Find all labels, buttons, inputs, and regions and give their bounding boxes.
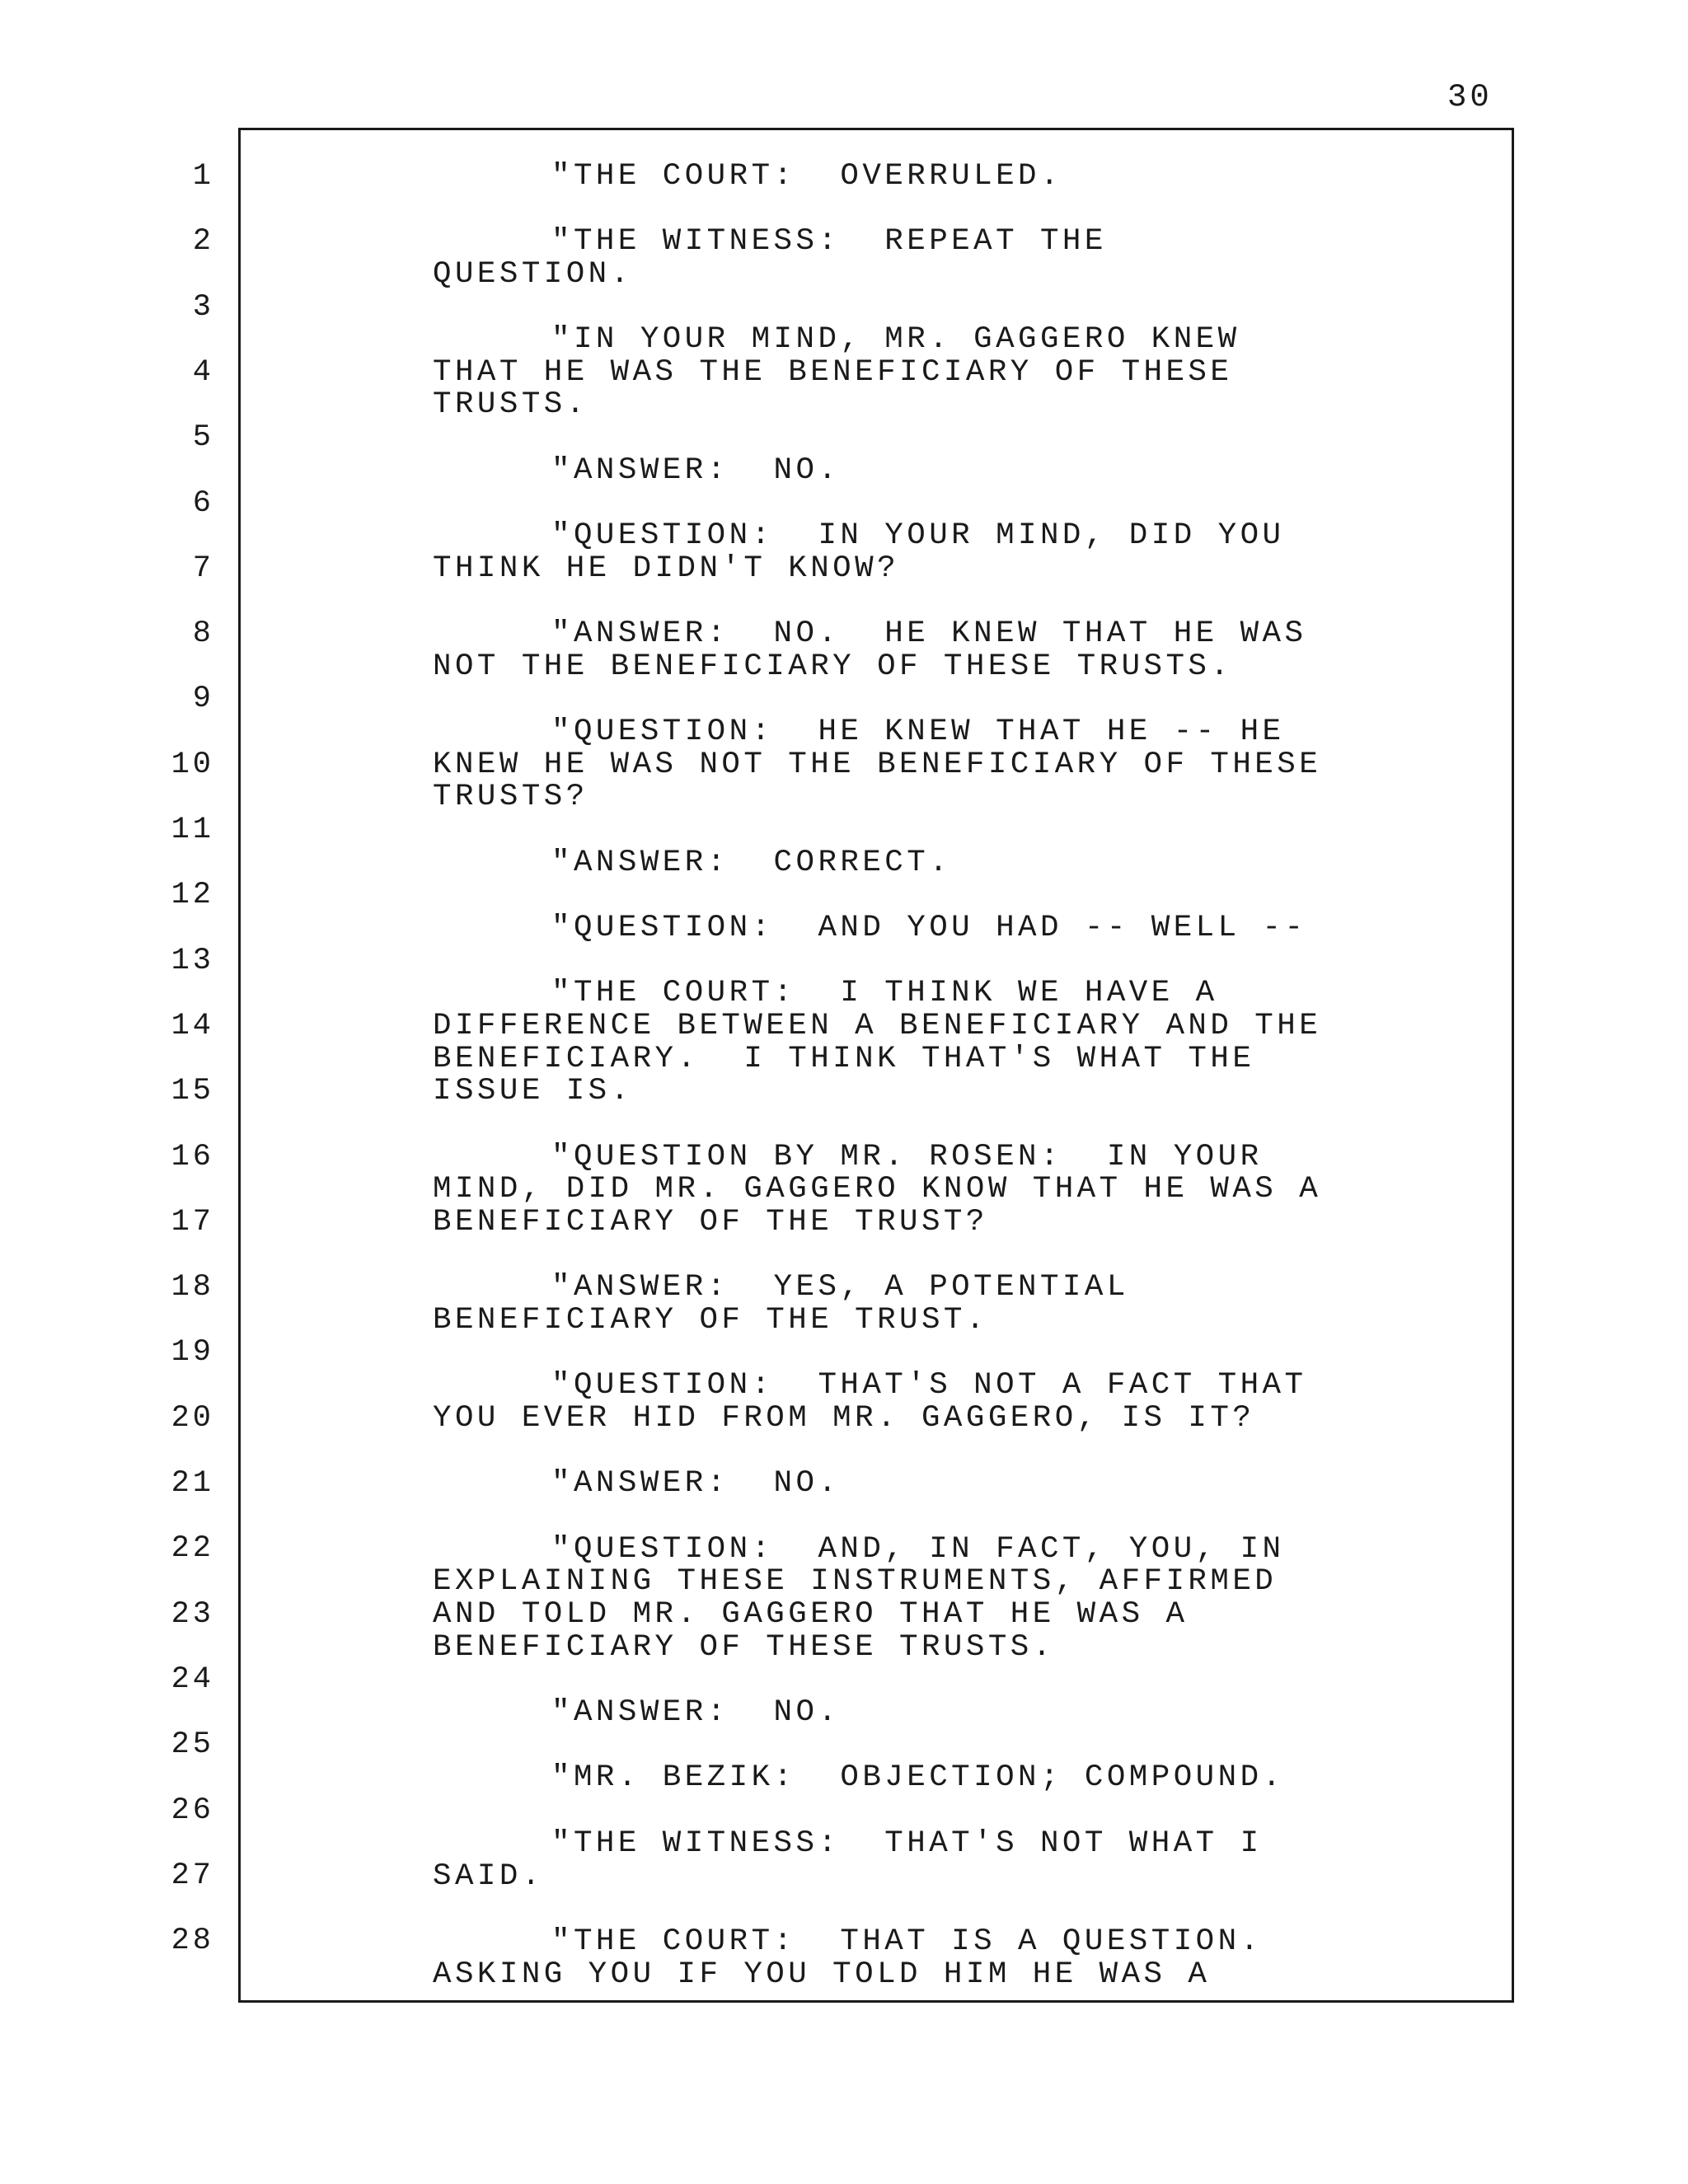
transcript-line: MIND, DID MR. GAGGERO KNOW THAT HE WAS A [433,1172,1322,1207]
transcript-line: DIFFERENCE BETWEEN A BENEFICIARY AND THE [433,1009,1322,1043]
transcript-line: THAT HE WAS THE BENEFICIARY OF THESE [433,355,1233,390]
line-number: 13 [171,943,214,978]
line-number: 3 [192,289,214,325]
transcript-line: "MR. BEZIK: OBJECTION; COMPOUND. [551,1760,1285,1795]
transcript-line: AND TOLD MR. GAGGERO THAT HE WAS A [433,1597,1189,1632]
transcript-line: BENEFICIARY OF THE TRUST? [433,1205,988,1240]
transcript-line: QUESTION. [433,257,633,292]
line-number: 5 [192,420,214,456]
line-number: 16 [171,1139,214,1174]
line-number: 10 [171,747,214,782]
transcript-line: BENEFICIARY OF THE TRUST. [433,1303,988,1338]
transcript-line: "QUESTION BY MR. ROSEN: IN YOUR [551,1140,1263,1174]
line-number: 26 [171,1793,214,1828]
line-number: 12 [171,878,214,913]
transcript-line: "THE COURT: I THINK WE HAVE A [551,976,1218,1010]
line-number: 2 [192,224,214,260]
transcript-line: BENEFICIARY OF THESE TRUSTS. [433,1630,1055,1665]
transcript-line: NOT THE BENEFICIARY OF THESE TRUSTS. [433,649,1233,684]
line-number: 18 [171,1270,214,1305]
transcript-line: SAID. [433,1859,544,1894]
line-number: 4 [192,354,214,390]
transcript-line: "ANSWER: NO. HE KNEW THAT HE WAS [551,616,1307,651]
transcript-line: "QUESTION: HE KNEW THAT HE -- HE [551,715,1285,749]
line-number: 17 [171,1204,214,1240]
transcript-line: "ANSWER: YES, A POTENTIAL [551,1270,1129,1305]
transcript-line: "ANSWER: NO. [551,1466,841,1501]
line-number: 1 [192,159,214,194]
transcript-line: "QUESTION: AND YOU HAD -- WELL -- [551,911,1307,945]
transcript-line: "QUESTION: IN YOUR MIND, DID YOU [551,518,1285,553]
page-number: 30 [1447,79,1493,115]
line-number: 11 [171,813,214,847]
line-number: 21 [171,1466,214,1501]
line-number: 15 [171,1074,214,1109]
line-number: 8 [192,616,214,652]
line-number: 14 [171,1008,214,1043]
line-number: 24 [171,1661,214,1697]
transcript-line: TRUSTS? [433,780,588,814]
line-number: 22 [171,1531,214,1567]
line-number: 28 [171,1924,214,1959]
line-number: 19 [171,1335,214,1371]
transcript-line: ISSUE IS. [433,1074,633,1108]
transcript-line: "IN YOUR MIND, MR. GAGGERO KNEW [551,322,1240,357]
transcript-line: "QUESTION: THAT'S NOT A FACT THAT [551,1368,1307,1403]
transcript-line: THINK HE DIDN'T KNOW? [433,551,900,586]
transcript-line: "THE WITNESS: REPEAT THE [551,224,1107,259]
line-number: 9 [192,682,214,717]
transcript-line: ASKING YOU IF YOU TOLD HIM HE WAS A [433,1957,1211,1992]
transcript-line: "QUESTION: AND, IN FACT, YOU, IN [551,1532,1285,1567]
transcript-line: "ANSWER: NO. [551,1695,841,1730]
line-number: 6 [192,485,214,521]
line-number: 25 [171,1727,214,1763]
transcript-line: "THE COURT: THAT IS A QUESTION. [551,1924,1263,1959]
transcript-line: "THE WITNESS: THAT'S NOT WHAT I [551,1826,1263,1861]
transcript-line: BENEFICIARY. I THINK THAT'S WHAT THE [433,1042,1255,1076]
line-number: 23 [171,1596,214,1632]
line-number: 7 [192,551,214,586]
transcript-line: KNEW HE WAS NOT THE BENEFICIARY OF THESE [433,748,1322,782]
line-number: 20 [171,1400,214,1436]
transcript-line: YOU EVER HID FROM MR. GAGGERO, IS IT? [433,1401,1255,1436]
line-number: 27 [171,1858,214,1893]
transcript-line: "ANSWER: CORRECT. [551,846,952,880]
transcript-line: "THE COURT: OVERRULED. [551,159,1062,194]
transcript-line: EXPLAINING THESE INSTRUMENTS, AFFIRMED [433,1564,1278,1599]
transcript-line: "ANSWER: NO. [551,453,841,488]
transcript-line: TRUSTS. [433,387,588,422]
